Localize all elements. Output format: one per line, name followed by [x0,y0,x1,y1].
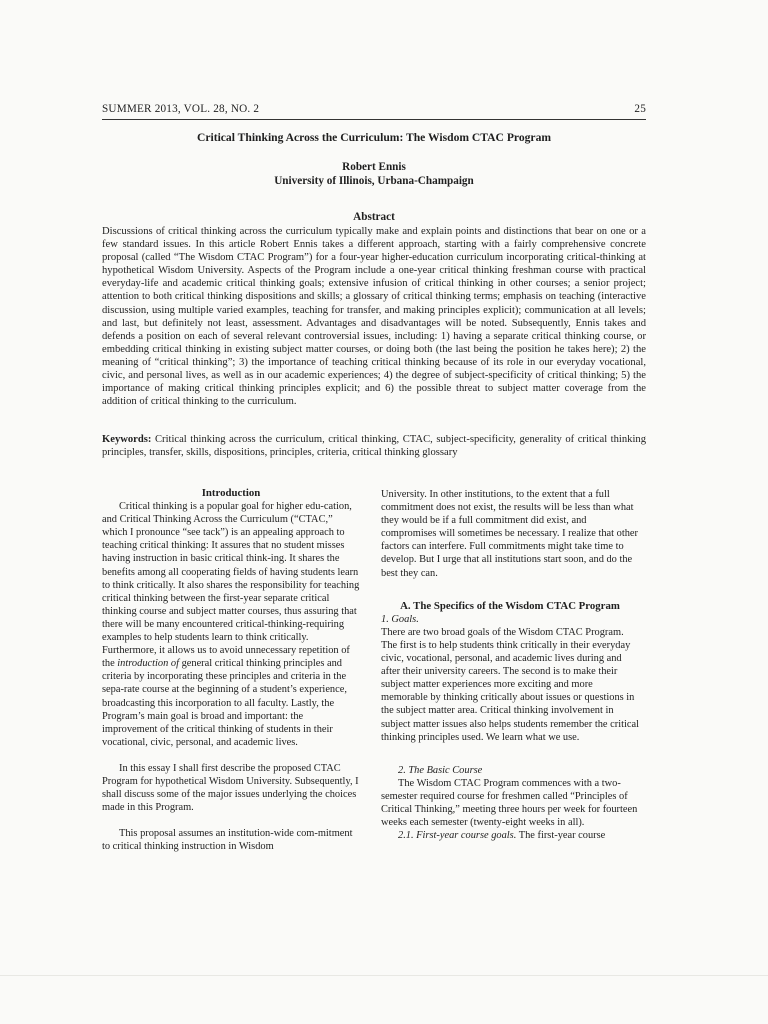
keywords [102,433,646,459]
intro-p1-text-b: general critical thinking principles and criteria by incorporating these principles and criteria in the sepa-rate course at the beginning of a student’s experience, broadcasting this incorporation to all faculty. Lastly, the Program’s main goal is broad and important: the improvement of the critical thinking of students in their vocational, civic, personal, and academic lives. [102,658,347,748]
right-column [381,488,639,842]
course-goals-subheading: 2.1. First-year course goals. [398,830,517,842]
abstract-text: Discussions of critical thinking across the curriculum typically make and explain points and distinctions that bear on one or a few standard issues. In this article Robert Ennis takes a different approach, starting with a fairly comprehensive concrete proposal (called “The Wisdom CTAC Program”) for a four-year higher-education curriculum incorporating critical-thinking at hypothetical Wisdom University. Aspects of the Program include a one-year critical thinking freshman course with practical everyday-life and academic critical thinking goals; extensive infusion of critical thinking in other courses; a senior project; attention to both critical thinking dispositions and skills; a glossary of critical thinking terms; emphasis on teaching (interactive discussion, using multiple varied examples, teaching for transfer, and making principles explicit); communication at all levels; and last, but definitely not least, assessment. Advantages and disadvantages will be noted. Subsequently, Ennis takes and defends a position on each of several relevant controversial issues, including: 1) having a separate critical thinking course, or embedding critical thinking in existing subject matter courses, or doing both (the last being the position he takes here); 2) the meaning of “critical thinking”; 3) the importance of teaching critical thinking because of its role in our everyday vocational, civic, and personal lives, as well as in our academic experiences; 4) the degree of subject-specificity of critical thinking; 5) the importance of making critical thinking principles explicit; and 6) the possible threat to subject matter coverage from the addition of critical thinking to the curriculum. [102,226,646,408]
running-header [102,101,646,120]
course-goals-text: The first-year course [516,830,606,842]
keywords-text: Critical thinking across the curriculum, critical thinking, CTAC, subject-specificity, generality of critical thinking principles, transfer, skills, dispositions, principles, criteria, critical thinking glossary [102,434,646,459]
basic-course-paragraph: The Wisdom CTAC Program commences with a two-semester required course for freshmen called “Principles of Critical Thinking,” meeting three hours per week for fourteen weeks each semester (twenty-eight weeks in all). [381,777,638,829]
intro-p1-emphasis: introduction of [117,658,179,670]
introduction-heading: Introduction [201,487,261,499]
abstract-heading: Abstract [353,211,395,223]
intro-paragraph-1 [102,500,360,749]
author-name: Robert Ennis [342,161,406,173]
keywords-label: Keywords: [102,434,152,445]
course-goals-paragraph [381,829,639,842]
intro-paragraph-3: This proposal assumes an institution-wide com-mitment to critical thinking instruction in Wisdom [102,828,353,853]
left-column [102,487,360,853]
article-title: Critical Thinking Across the Curriculum: The Wisdom CTAC Program [196,131,552,144]
journal-issue: SUMMER 2013, VOL. 28, NO. 2 [102,103,260,115]
goals-paragraph: There are two broad goals of the Wisdom CTAC Program. The first is to help students think critically in their everyday civic, vocational, personal, and academic lives during and after their university careers. The second is to make their subject matter experiences more exciting and more memorable by thinking critically about issues or questions in the subject matter area. Critical thinking involvement in subject matter issues also helps students remember the critical thinking principles used. We learn what we use. [381,626,639,743]
basic-course-subheading: 2. The Basic Course [398,764,483,776]
intro-paragraph-2: In this essay I shall first describe the proposed CTAC Program for hypothetical Wisdom University. Subsequently, I shall discuss some of the major issues underlying the choices made in this Program. [102,762,359,814]
section-a-heading: A. The Specifics of the Wisdom CTAC Program [400,599,620,612]
intro-p1-text-a: Critical thinking is a popular goal for higher edu-cation, and Critical Thinking Across the Curriculum (“CTAC,” which I pronounce “see tack”) is an appealing approach to teaching critical thinking: It assures that no student misses having instruction in basic critical think-ing. It shares the benefits among all cooperating fields of having students learn to think critically. It also shares the responsibility for teaching critical thinking between the first-year separate critical thinking course and subject matter courses, thus assuring that there will be many encountered critical-thinking-requiring examples to help students learn to think critically. Furthermore, it allows us to avoid unnecessary repetition of the [102,501,360,670]
page-number: 25 [634,103,646,115]
right-paragraph-1: University. In other institutions, to the extent that a full commitment does not exist, the results will be less than what they would be if a full commitment did exist, and compromises will sometimes be necessary. I realize that other factors can interfere. Full commitments might take time to develop. But I urge that all institutions start soon, and do the best they can. [381,489,638,579]
goals-subheading: 1. Goals. [381,613,419,625]
scan-edge [0,975,768,976]
author-affiliation: University of Illinois, Urbana-Champaign [274,175,474,187]
